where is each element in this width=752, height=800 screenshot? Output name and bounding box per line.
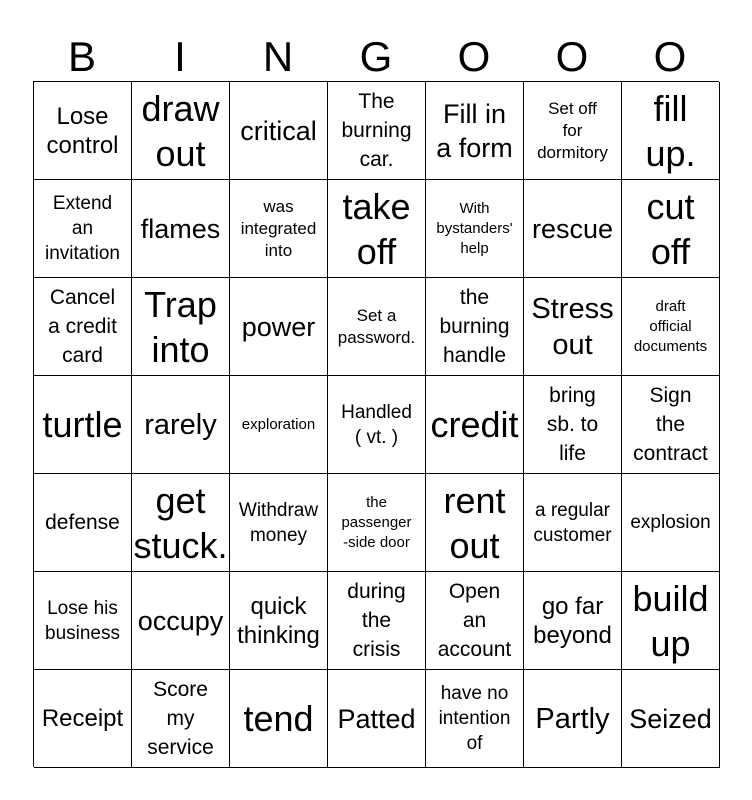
bingo-cell-text: turtle [42,404,123,445]
bingo-cell[interactable] [230,670,328,768]
bingo-cell[interactable] [426,670,524,768]
bingo-cell-text: The burning car. [341,90,412,171]
bingo-cell[interactable] [622,180,720,278]
bingo-cell[interactable] [328,670,426,768]
bingo-cell[interactable] [132,278,230,376]
bingo-cell-text: bring sb. to life [546,384,599,465]
bingo-cell[interactable] [132,376,230,474]
bingo-cell-text: Receipt [41,705,124,732]
bingo-cell[interactable] [230,82,328,180]
bingo-board [33,81,719,767]
bingo-cell[interactable] [34,180,132,278]
bingo-cell-text: fill up. [645,87,696,174]
bingo-cell-text: rescue [531,213,614,244]
bingo-cell-text: take off [342,185,411,272]
bingo-cell[interactable] [328,180,426,278]
bingo-cell-text: draw out [141,87,220,174]
bingo-cell-text: Lose control [46,102,119,159]
bingo-cell-text: power [241,311,316,342]
bingo-cell[interactable] [34,474,132,572]
bingo-cell-text: critical [240,115,317,146]
bingo-cell-text: Extend an invitation [45,193,120,264]
bingo-cell[interactable] [230,376,328,474]
bingo-cell[interactable] [524,82,622,180]
bingo-cell[interactable] [34,572,132,670]
bingo-cell-text: explosion [630,512,711,533]
bingo-cell-text: Open an account [437,580,512,661]
bingo-header [33,32,719,82]
bingo-cell[interactable] [524,572,622,670]
bingo-cell[interactable] [622,474,720,572]
bingo-cell[interactable] [34,670,132,768]
bingo-cell[interactable] [34,278,132,376]
bingo-cell-text: Set off for dormitory [537,98,608,162]
bingo-cell-text: build up [632,577,709,664]
header-letter: O [457,33,491,80]
bingo-cell[interactable] [230,572,328,670]
bingo-cell-text: rarely [144,408,217,441]
bingo-cell[interactable] [132,572,230,670]
header-letter: O [653,33,687,80]
bingo-cell[interactable] [622,82,720,180]
bingo-cell-text: Stress out [531,292,614,361]
bingo-cell[interactable] [230,180,328,278]
bingo-cell-text: Set a password. [337,305,416,347]
bingo-cell-text: rent out [443,479,506,566]
bingo-cell-text: during the crisis [347,580,406,661]
bingo-cell[interactable] [328,278,426,376]
bingo-cell-text: Fill in a form [436,98,513,163]
bingo-cell[interactable] [622,278,720,376]
bingo-cell-text: credit [430,404,519,445]
bingo-cell[interactable] [426,376,524,474]
bingo-cell-text: the passenger -side door [341,493,412,551]
bingo-cell-text: Partly [535,702,610,735]
bingo-cell[interactable] [426,474,524,572]
bingo-cell-text: Withdraw money [238,499,319,546]
bingo-cell[interactable] [328,474,426,572]
header-letter: G [359,33,393,80]
header-letter: B [67,33,96,80]
bingo-cell[interactable] [132,474,230,572]
bingo-cell[interactable] [524,376,622,474]
bingo-cell-text: a regular customer [533,499,612,546]
bingo-cell[interactable] [524,278,622,376]
bingo-cell-text: tend [243,698,314,739]
header-letter: O [555,33,589,80]
bingo-cell-text: Handled ( vt. ) [341,401,412,448]
bingo-cell-text: Trap into [144,283,217,370]
bingo-cell[interactable] [132,670,230,768]
bingo-cell-text: get stuck. [133,479,228,566]
bingo-cell-text: defense [45,511,120,534]
bingo-cell-text: was integrated into [240,196,317,260]
bingo-cell[interactable] [622,572,720,670]
bingo-cell-text: Cancel a credit card [48,286,117,367]
bingo-cell[interactable] [34,82,132,180]
header-letter: N [262,33,294,80]
bingo-cell-text: Lose his business [45,597,120,644]
header-letter: I [174,33,186,80]
bingo-cell[interactable] [230,278,328,376]
bingo-cell-text: the burning handle [439,286,510,367]
bingo-cell[interactable] [426,278,524,376]
bingo-cell-text: flames [140,213,221,244]
bingo-cell[interactable] [328,572,426,670]
bingo-cell-text: occupy [137,605,224,636]
bingo-cell[interactable] [622,376,720,474]
bingo-cell[interactable] [34,376,132,474]
bingo-cell[interactable] [524,474,622,572]
bingo-cell-text: quick thinking [237,592,320,649]
bingo-cell-text: exploration [241,415,316,433]
bingo-cell[interactable] [426,82,524,180]
bingo-cell-text: have no intention of [438,683,511,754]
bingo-cell[interactable] [426,572,524,670]
bingo-cell[interactable] [132,82,230,180]
bingo-cell[interactable] [328,82,426,180]
bingo-cell-text: cut off [646,185,695,272]
bingo-cell[interactable] [524,180,622,278]
bingo-cell[interactable] [132,180,230,278]
bingo-cell[interactable] [328,376,426,474]
bingo-cell-text: Score my service [147,678,214,759]
bingo-cell-text: draft official documents [633,297,708,355]
bingo-cell-text: Patted [337,703,416,734]
bingo-cell-text: go far beyond [533,592,612,649]
bingo-cell-text: Sign the contract [633,384,708,465]
bingo-cell[interactable] [426,180,524,278]
bingo-cell-text: With bystanders' help [436,199,513,257]
bingo-cell[interactable] [524,670,622,768]
bingo-cell[interactable] [622,670,720,768]
bingo-cell-text: Seized [629,703,712,734]
bingo-cell[interactable] [230,474,328,572]
